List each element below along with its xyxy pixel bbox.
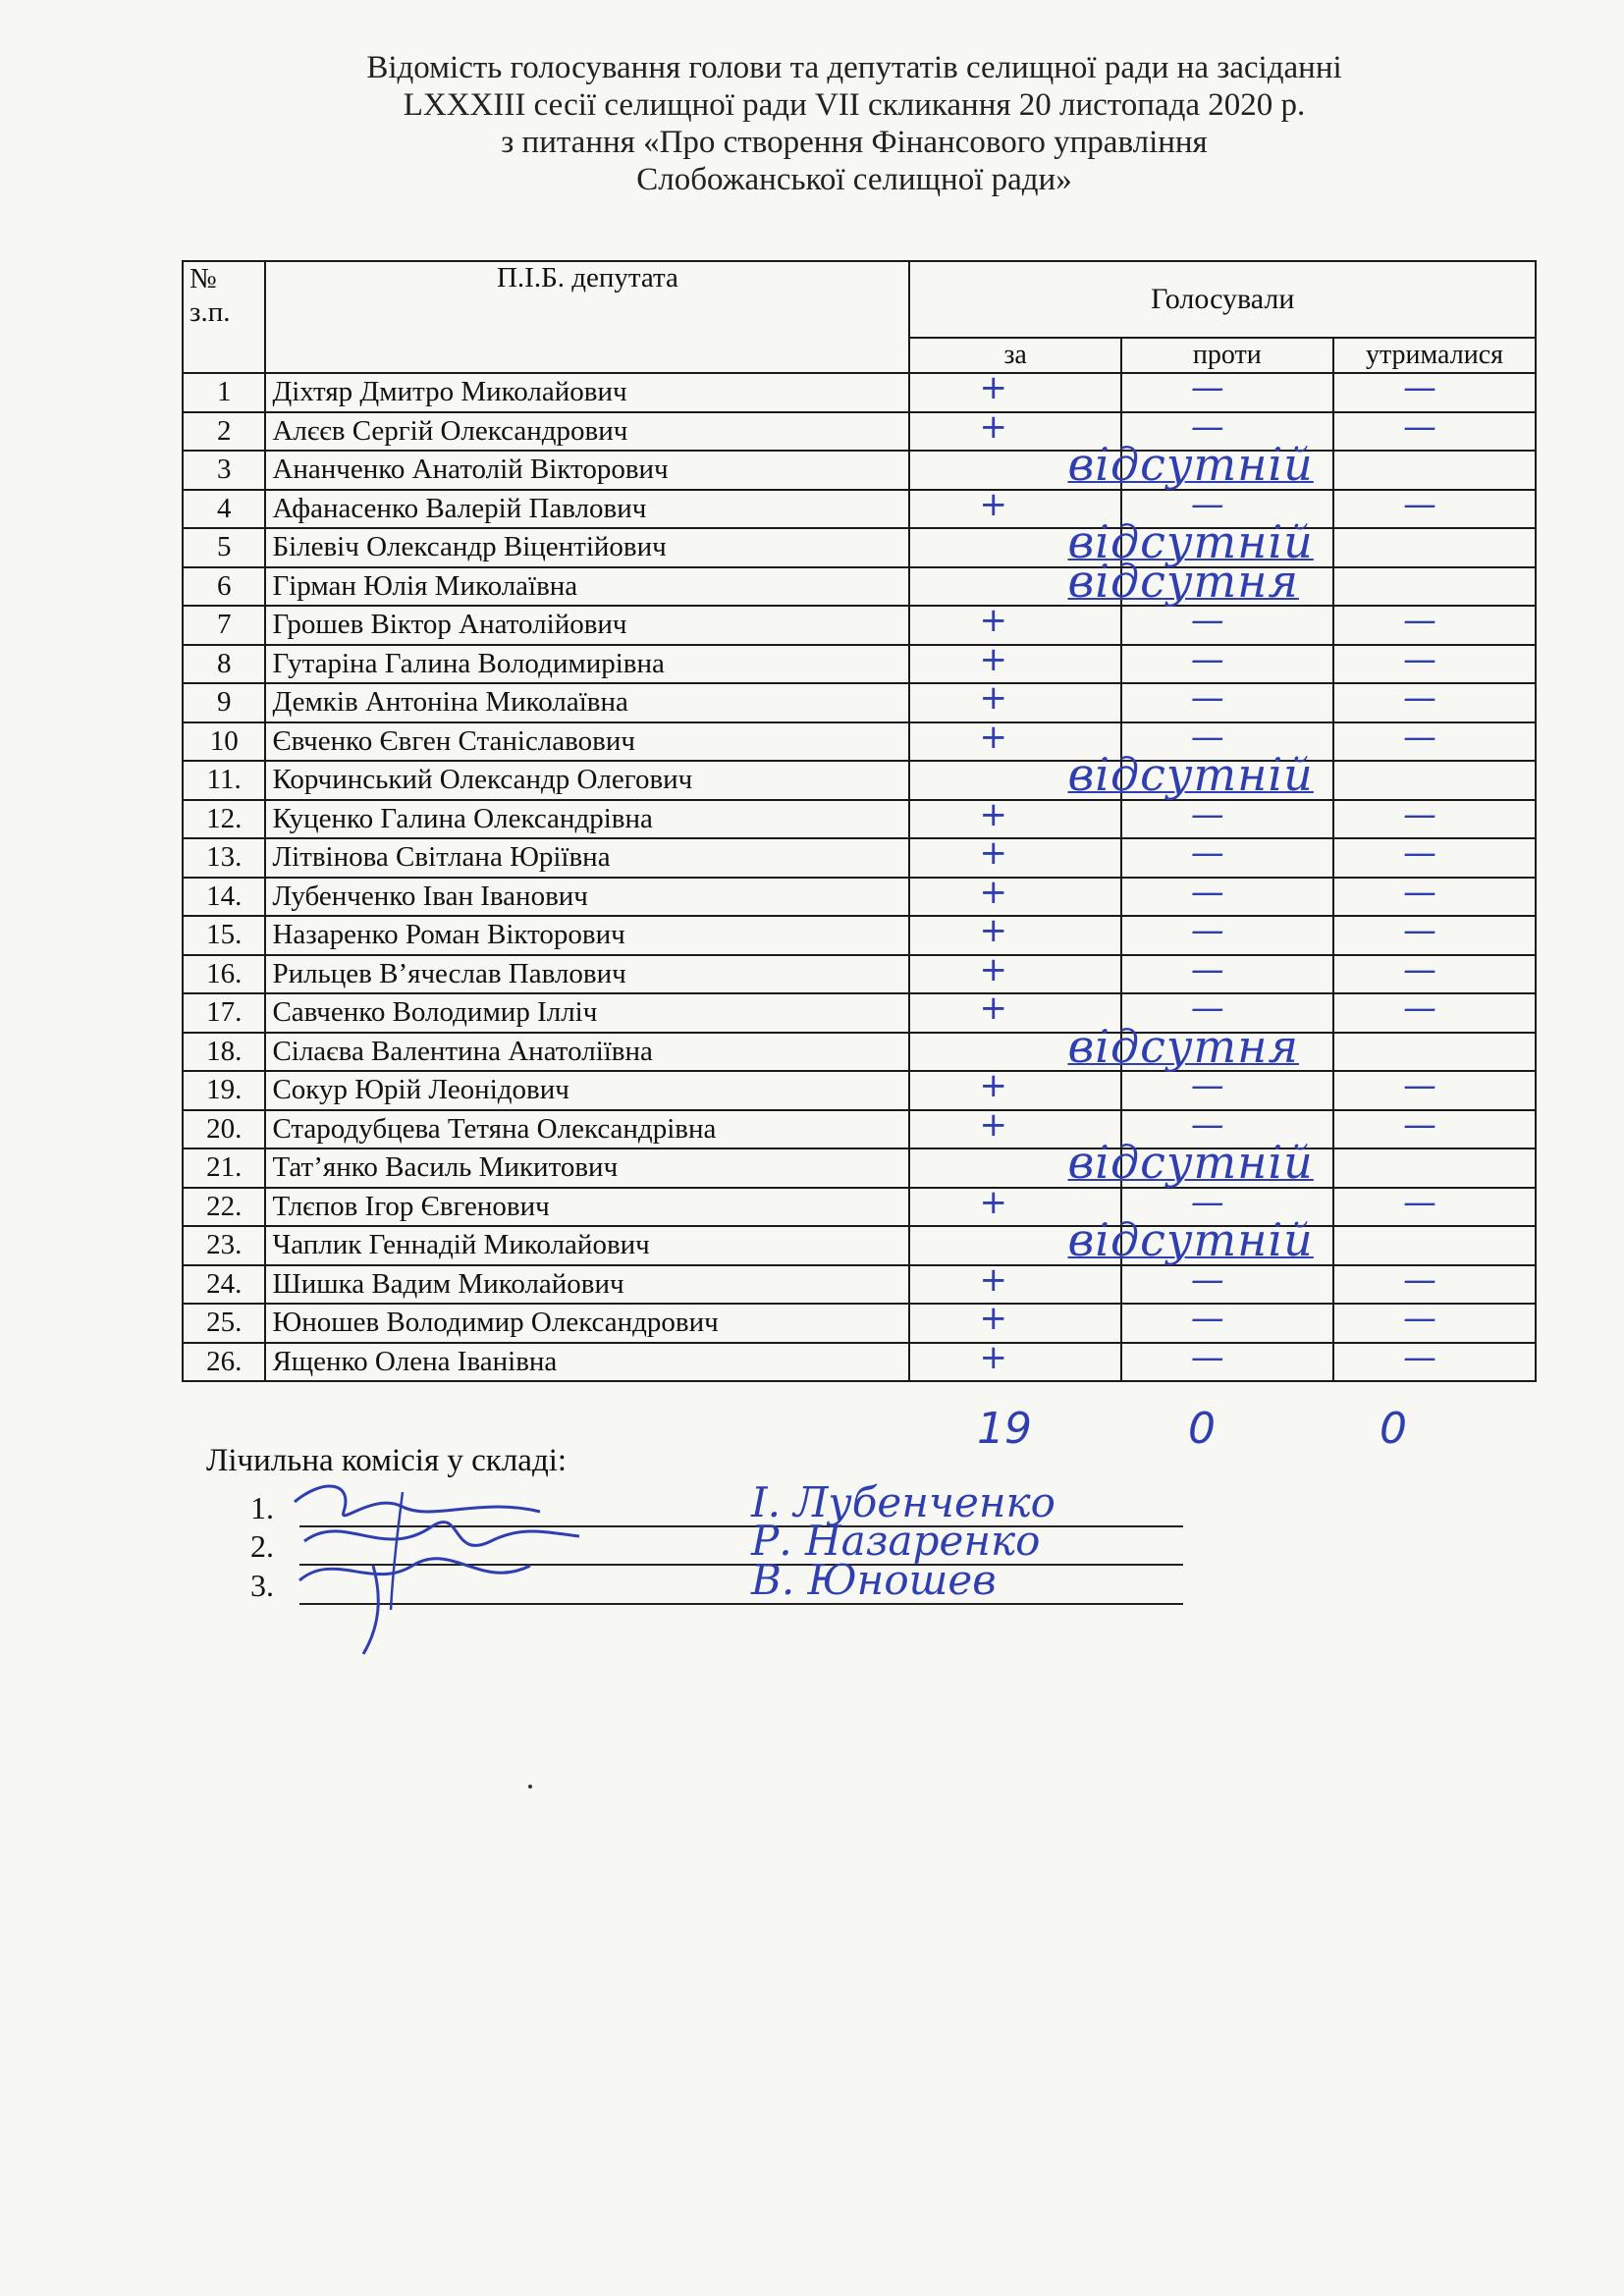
vote-against-mark: — [1190, 1104, 1224, 1145]
vote-abstained-mark: — [1402, 872, 1436, 912]
row-number: 1 [183, 373, 265, 412]
deputy-name: Гутаріна Галина Володимирівна [265, 645, 909, 684]
table-row [183, 838, 1536, 878]
vote-against-mark: — [1190, 717, 1224, 757]
row-number: 12. [183, 800, 265, 839]
vote-against-mark: — [1190, 1337, 1224, 1377]
absent-note: відсутній [1067, 515, 1314, 568]
total-against: 0 [1188, 1404, 1216, 1454]
total-abstained: 0 [1380, 1404, 1407, 1454]
vote-abstained-mark: — [1402, 717, 1436, 757]
table-row [183, 1188, 1536, 1227]
deputy-name: Літвінова Світлана Юріївна [265, 838, 909, 878]
vote-for-cell [909, 438, 1314, 491]
deputy-name: Стародубцева Тетяна Олександрівна [265, 1110, 909, 1149]
vote-abstained-cell [1333, 406, 1536, 452]
member-signature: І. Лубенченко [751, 1478, 1056, 1526]
vote-abstained-mark: — [1402, 639, 1436, 679]
deputy-name: Куценко Галина Олександрівна [265, 800, 909, 839]
vote-for-mark: + [979, 1182, 1007, 1222]
header-voted: Голосували [909, 261, 1536, 338]
deputy-name: Тат’янко Василь Микитович [265, 1148, 909, 1188]
table-row [183, 1343, 1536, 1382]
vote-against-mark: — [1190, 678, 1224, 718]
vote-abstained-mark: — [1402, 1066, 1436, 1105]
table-row [183, 373, 1536, 412]
row-number: 11. [183, 761, 265, 800]
member-number: 1. [250, 1490, 274, 1525]
row-number: 15. [183, 916, 265, 955]
row-number: 16. [183, 955, 265, 994]
table-body [183, 368, 1536, 1381]
vote-for-mark: + [979, 1259, 1007, 1300]
table-row [183, 955, 1536, 994]
deputy-name: Афанасенко Валерій Павлович [265, 490, 909, 529]
vote-against-cell [1121, 761, 1333, 800]
table-row [183, 567, 1536, 607]
vote-for-cell [909, 872, 1120, 917]
document-title [177, 49, 1532, 198]
table-row [183, 800, 1536, 839]
deputy-name: Савченко Володимир Ілліч [265, 993, 909, 1033]
table-row [183, 1033, 1536, 1072]
vote-for-cell [909, 368, 1120, 412]
deputy-name: Сілаєва Валентина Анатоліївна [265, 1033, 909, 1072]
vote-for-cell [909, 678, 1120, 722]
vote-for-mark: + [979, 1299, 1007, 1338]
row-number: 4 [183, 490, 265, 529]
vote-against-cell [1121, 1299, 1333, 1343]
vote-for-cell [909, 554, 1299, 608]
table-row [183, 1226, 1536, 1265]
vote-abstained-mark: — [1402, 911, 1436, 950]
vote-abstained-mark: — [1402, 1299, 1436, 1338]
vote-against-cell [1121, 1259, 1333, 1305]
table-row [183, 451, 1536, 490]
vote-abstained-mark: — [1402, 678, 1436, 718]
vote-for-cell [909, 1299, 1120, 1343]
vote-against-cell [1121, 1148, 1333, 1188]
vote-abstained-cell [1333, 484, 1536, 529]
vote-abstained-cell [1333, 988, 1536, 1033]
row-number: 24. [183, 1265, 265, 1305]
table-row [183, 878, 1536, 917]
vote-abstained-mark: — [1402, 1182, 1436, 1222]
vote-abstained-mark: — [1402, 601, 1436, 640]
vote-against-cell [1121, 794, 1333, 839]
deputy-name: Лубенченко Іван Іванович [265, 878, 909, 917]
vote-against-mark: — [1190, 988, 1224, 1028]
absent-note: відсутня [1067, 1019, 1299, 1073]
vote-abstained-mark: — [1402, 949, 1436, 989]
deputy-name: Сокур Юрій Леонідович [265, 1071, 909, 1110]
table-row [183, 722, 1536, 762]
row-number: 8 [183, 645, 265, 684]
member-number: 3. [250, 1568, 274, 1603]
deputy-name: Ананченко Анатолій Вікторович [265, 451, 909, 490]
deputy-name: Рильцев В’ячеслав Павлович [265, 955, 909, 994]
vote-against-cell [1121, 1066, 1333, 1110]
vote-against-cell [1121, 368, 1333, 412]
vote-for-mark: + [979, 1337, 1007, 1377]
vote-against-mark: — [1190, 1299, 1224, 1338]
voting-table [182, 260, 1537, 1382]
vote-for-mark: + [979, 484, 1007, 524]
absent-note: відсутній [1067, 1136, 1314, 1189]
row-number: 26. [183, 1343, 265, 1382]
title-line-1: Відомість голосування голови та депутатів селищної ради на засіданні [366, 50, 1342, 85]
vote-against-cell [1121, 949, 1333, 994]
vote-abstained-mark: — [1402, 484, 1436, 524]
vote-for-cell [909, 1337, 1120, 1382]
row-number: 22. [183, 1188, 265, 1227]
vote-against-mark: — [1190, 1182, 1224, 1222]
vote-for-mark: + [979, 1066, 1007, 1105]
vote-for-mark: + [979, 601, 1007, 640]
vote-for-mark: + [979, 1104, 1007, 1145]
vote-abstained-mark: — [1402, 1337, 1436, 1377]
table-row [183, 490, 1536, 529]
row-number: 13. [183, 838, 265, 878]
vote-abstained-mark: — [1402, 406, 1436, 447]
absent-note: відсутній [1067, 438, 1314, 491]
header-against: проти [1121, 338, 1333, 373]
commission-label: Лічильна комісія у складі: [206, 1443, 568, 1478]
table-row [183, 916, 1536, 955]
vote-for-mark: + [979, 794, 1007, 834]
header-name: П.І.Б. депутата [265, 261, 909, 373]
deputy-name: Євченко Євген Станіславович [265, 722, 909, 762]
title-line-4: Слобожанської селищної ради» [636, 162, 1072, 197]
vote-against-cell [1121, 567, 1333, 607]
vote-abstained-cell [1333, 1337, 1536, 1382]
title-line-2: LXXXIII сесії селищної ради VII скликання 20 листопада 2020 р. [403, 87, 1306, 123]
vote-abstained-cell [1333, 717, 1536, 762]
deputy-name: Алєєв Сергій Олександрович [265, 412, 909, 452]
member-signature: Р. Назаренко [751, 1517, 1041, 1565]
vote-against-mark: — [1190, 1066, 1224, 1105]
deputy-name: Грошев Віктор Анатолійович [265, 606, 909, 645]
vote-for-cell [909, 639, 1120, 684]
vote-for-mark: + [979, 872, 1007, 912]
table-row [183, 412, 1536, 452]
deputy-name: Діхтяр Дмитро Миколайович [265, 373, 909, 412]
vote-abstained-mark: — [1402, 833, 1436, 873]
stray-dot [528, 1785, 532, 1789]
row-number: 6 [183, 567, 265, 607]
vote-for-mark: + [979, 678, 1007, 718]
table-row [183, 993, 1536, 1033]
deputy-name: Тлєпов Ігор Євгенович [265, 1188, 909, 1227]
vote-for-mark: + [979, 639, 1007, 679]
table-row [183, 1148, 1536, 1188]
vote-for-cell [909, 1019, 1299, 1073]
deputy-name: Білевіч Олександр Віцентійович [265, 528, 909, 567]
header-abstained: утрималися [1333, 338, 1536, 373]
row-number: 9 [183, 683, 265, 722]
vote-against-cell [1121, 1337, 1333, 1382]
total-for: 19 [977, 1404, 1032, 1454]
vote-abstained-cell [1333, 1182, 1536, 1227]
vote-for-mark: + [979, 368, 1007, 407]
deputy-name: Гірман Юлія Миколаївна [265, 567, 909, 607]
table-row [183, 1071, 1536, 1110]
table-row [183, 761, 1536, 800]
handwritten-signatures-scribble [285, 1472, 599, 1669]
vote-against-mark: — [1190, 872, 1224, 912]
row-number: 23. [183, 1226, 265, 1265]
row-number: 2 [183, 412, 265, 452]
vote-for-mark: + [979, 717, 1007, 757]
vote-for-cell [909, 911, 1120, 955]
vote-against-mark: — [1190, 484, 1224, 524]
vote-against-cell [1121, 1226, 1333, 1265]
member-signature: В. Юношев [751, 1556, 997, 1604]
vote-for-cell [909, 794, 1120, 839]
vote-for-mark: + [979, 833, 1007, 873]
vote-against-cell [1121, 1033, 1333, 1072]
member-number: 2. [250, 1528, 274, 1564]
deputy-name: Демків Антоніна Миколаївна [265, 683, 909, 722]
vote-against-mark: — [1190, 406, 1224, 447]
row-number: 18. [183, 1033, 265, 1072]
vote-abstained-mark: — [1402, 1259, 1436, 1300]
vote-against-cell [1121, 872, 1333, 917]
table-row [183, 1110, 1536, 1149]
vote-against-mark: — [1190, 833, 1224, 873]
vote-against-cell [1121, 451, 1333, 490]
vote-against-mark: — [1190, 911, 1224, 950]
row-number: 19. [183, 1071, 265, 1110]
vote-for-cell [909, 1213, 1314, 1266]
row-number: 5 [183, 528, 265, 567]
vote-against-mark: — [1190, 368, 1224, 407]
table-row [183, 606, 1536, 645]
table-row [183, 528, 1536, 567]
vote-for-mark: + [979, 949, 1007, 989]
vote-against-mark: — [1190, 601, 1224, 640]
table-row [183, 1265, 1536, 1305]
row-number: 21. [183, 1148, 265, 1188]
deputy-name: Шишка Вадим Миколайович [265, 1265, 909, 1305]
vote-abstained-mark: — [1402, 988, 1436, 1028]
vote-abstained-cell [1333, 528, 1536, 567]
row-number: 20. [183, 1110, 265, 1149]
vote-abstained-mark: — [1402, 794, 1436, 834]
vote-for-mark: + [979, 988, 1007, 1028]
deputy-name: Назаренко Роман Вікторович [265, 916, 909, 955]
absent-note: відсутній [1067, 748, 1314, 801]
vote-against-cell [1121, 639, 1333, 684]
vote-for-cell [909, 1136, 1314, 1189]
vote-for-cell [909, 833, 1120, 878]
vote-for-cell [909, 949, 1120, 994]
deputy-name: Ященко Олена Іванівна [265, 1343, 909, 1382]
header-for: за [909, 338, 1120, 373]
vote-against-cell [1121, 911, 1333, 955]
row-number: 14. [183, 878, 265, 917]
vote-against-cell [1121, 833, 1333, 878]
vote-against-mark: — [1190, 639, 1224, 679]
vote-abstained-cell [1333, 1104, 1536, 1149]
row-number: 7 [183, 606, 265, 645]
vote-against-mark: — [1190, 949, 1224, 989]
table-row [183, 1304, 1536, 1343]
title-line-3: з питання «Про створення Фінансового управління [501, 125, 1208, 160]
row-number: 10 [183, 722, 265, 762]
vote-for-cell [909, 1259, 1120, 1305]
vote-for-cell [909, 748, 1314, 801]
vote-for-cell [909, 601, 1120, 645]
header-number: № з.п. [183, 261, 265, 373]
vote-abstained-mark: — [1402, 368, 1436, 407]
row-number: 3 [183, 451, 265, 490]
vote-for-mark: + [979, 911, 1007, 950]
deputy-name: Корчинський Олександр Олегович [265, 761, 909, 800]
table-row [183, 645, 1536, 684]
vote-against-cell [1121, 678, 1333, 722]
vote-against-mark: — [1190, 1259, 1224, 1300]
vote-against-mark: — [1190, 794, 1224, 834]
vote-for-mark: + [979, 406, 1007, 447]
absent-note: відсутня [1067, 554, 1299, 608]
vote-against-cell [1121, 601, 1333, 645]
deputy-name: Юношев Володимир Олександрович [265, 1304, 909, 1343]
table-row [183, 683, 1536, 722]
vote-abstained-mark: — [1402, 1104, 1436, 1145]
absent-note: відсутній [1067, 1213, 1314, 1266]
vote-for-cell [909, 1066, 1120, 1110]
deputy-name: Чаплик Геннадій Миколайович [265, 1226, 909, 1265]
row-number: 25. [183, 1304, 265, 1343]
row-number: 17. [183, 993, 265, 1033]
